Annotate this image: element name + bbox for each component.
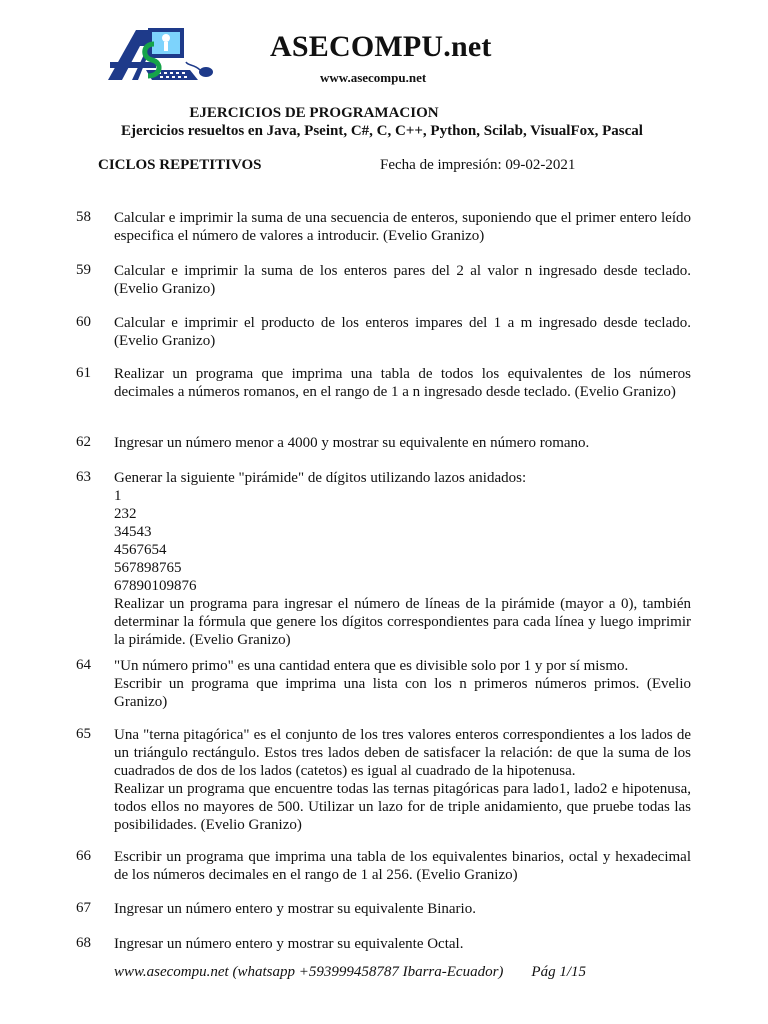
exercise-number: 60	[76, 314, 91, 330]
exercise-number: 59	[76, 262, 91, 278]
exercise-text: Ingresar un número entero y mostrar su equivalente Binario.	[114, 901, 476, 917]
pyramid-line: 567898765	[114, 560, 182, 576]
exercise-text: Realizar un programa que imprima una tabla de todos los equivalentes de los números decimales a números romanos, en el rango de 1 a n ingresado desde teclado. (Evelio Granizo)	[114, 366, 691, 400]
pyramid-line: 34543	[114, 524, 152, 540]
exercise-number: 67	[76, 900, 91, 916]
exercise-text: Generar la siguiente "pirámide" de dígitos utilizando lazos anidados: 1 232 34543 4567654 567898765 67890109876 Realizar un programa para ingresar el número de líneas de la pirámide (mayor a 0), también determinar la fórmula que genere los dígitos correspondientes para cada línea y luego imprimir la pirámide. (Evelio Granizo)	[114, 470, 691, 648]
exercise-text: Calcular e imprimir el producto de los enteros impares del 1 a m ingresado desde teclado. (Evelio Granizo)	[114, 315, 691, 349]
exercise-text: "Un número primo" es una cantidad entera que es divisible solo por 1 y por sí mismo. Escribir un programa que imprima una lista con los n primeros números primos. (Evelio Granizo)	[114, 658, 691, 710]
pyramid-line: 1	[114, 488, 122, 504]
pyramid-line: 232	[114, 506, 137, 522]
exercise-text: Calcular e imprimir la suma de los enteros pares del 2 al valor n ingresado desde teclado. (Evelio Granizo)	[114, 263, 691, 297]
doc-subtitle: Ejercicios resueltos en Java, Pseint, C#, C, C++, Python, Scilab, VisualFox, Pascal	[121, 123, 643, 139]
page-number: Pág 1/15	[531, 964, 587, 980]
footer-text: www.asecompu.net (whatsapp +593999458787 Ibarra-Ecuador)	[114, 964, 504, 980]
asecompu-logo	[108, 22, 216, 86]
exercise-text: Ingresar un número entero y mostrar su equivalente Octal.	[114, 936, 464, 952]
doc-title: EJERCICIOS DE PROGRAMACION	[189, 105, 439, 121]
exercise-number: 65	[76, 726, 91, 742]
page-footer	[114, 964, 586, 981]
exercise-text: Escribir un programa que imprima una tabla de los equivalentes binarios, octal y hexadecimal de los números decimales en el rango de 1 al 256. (Evelio Granizo)	[114, 849, 691, 883]
pyramid-line: 4567654	[114, 542, 167, 558]
exercise-number: 61	[76, 365, 91, 381]
exercise-text: Calcular e imprimir la suma de una secuencia de enteros, suponiendo que el primer entero leído especifica el número de valores a introducir. (Evelio Granizo)	[114, 210, 691, 244]
exercise-number: 63	[76, 469, 91, 485]
exercise-number: 58	[76, 209, 91, 225]
exercise-text: Ingresar un número menor a 4000 y mostrar su equivalente en número romano.	[114, 435, 590, 451]
exercise-number: 68	[76, 935, 91, 951]
exercise-number: 62	[76, 434, 91, 450]
exercise-number: 66	[76, 848, 91, 864]
site-title: ASECOMPU.net	[270, 30, 492, 63]
site-url: www.asecompu.net	[320, 70, 427, 85]
exercise-text: Una "terna pitagórica" es el conjunto de los tres valores enteros correspondientes a los lados de un triángulo rectángulo. Estos tres lados deben de satisfacer la relación: de que la suma de los cuadrados de dos de los lados (catetos) es igual al cuadrado de la hipotenusa. Realizar un programa que encuentre todas las ternas pitagóricas para lado1, lado2 e hipotenusa, todos ellos no mayores de 500. Utilizar un lazo for de triple anidamiento, que pruebe todas las posibilidades. (Evelio Granizo)	[114, 727, 691, 833]
exercise-number: 64	[76, 657, 91, 673]
print-date: Fecha de impresión: 09-02-2021	[380, 157, 576, 173]
section-title: CICLOS REPETITIVOS	[98, 157, 262, 173]
pyramid-line: 67890109876	[114, 578, 197, 594]
